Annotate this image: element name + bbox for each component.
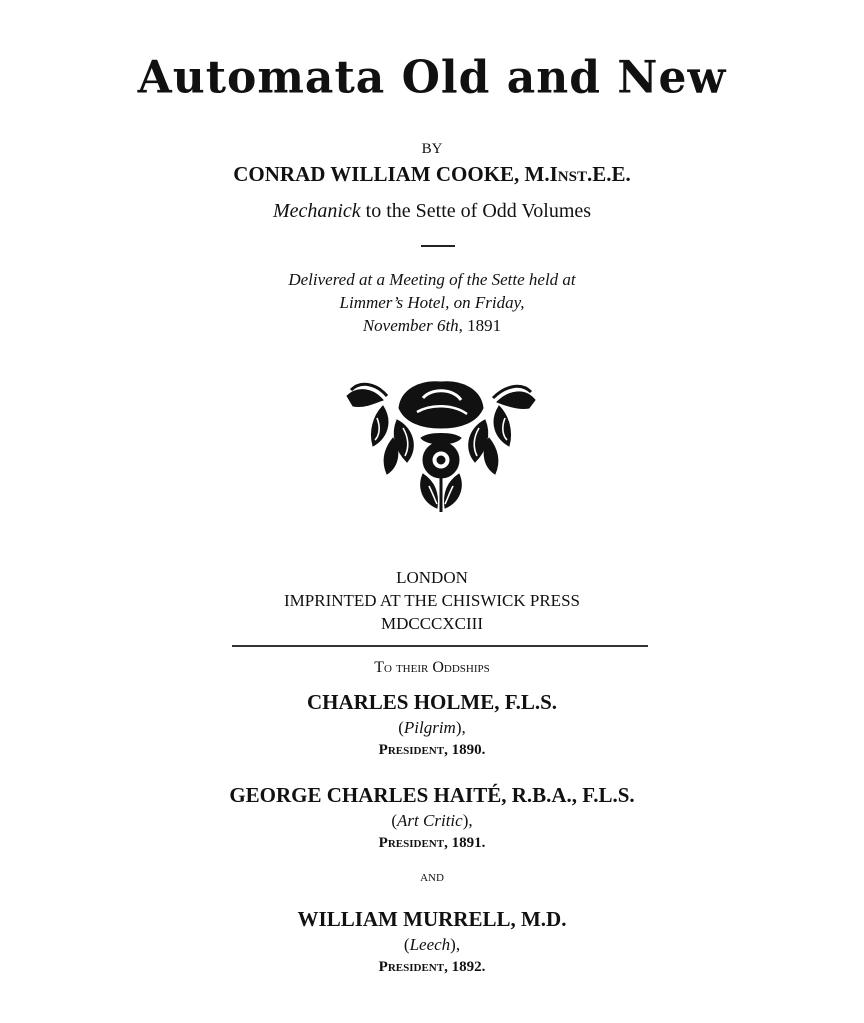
dedicatee-3-nickname-text: Leech xyxy=(409,935,451,954)
imprint-press: IMPRINTED AT THE CHISWICK PRESS xyxy=(284,591,580,610)
author-name xyxy=(0,162,864,187)
imprint-year: MDCCCXCIII xyxy=(380,614,483,633)
short-divider xyxy=(421,245,455,247)
dedicatee-2-nickname: (Art Critic), xyxy=(391,811,473,830)
dedication-and: and xyxy=(420,869,444,885)
dedicatee-3-office xyxy=(0,959,864,976)
dedicatee-2-name: GEORGE CHARLES HAITÉ, R.B.A., F.L.S. xyxy=(229,783,635,807)
dedicatee-1-office xyxy=(0,742,864,759)
dedicatee-2-office xyxy=(0,835,864,852)
delivery-line-1: Delivered at a Meeting of the Sette held at xyxy=(288,270,576,289)
dedicatee-2-office-title: President xyxy=(378,835,445,851)
dedicatee-3-office-title: President xyxy=(378,959,445,975)
role-rest: to the Sette of Odd Volumes xyxy=(360,200,592,222)
role-italic: Mechanick xyxy=(272,200,361,222)
dedicatee-1-name: CHARLES HOLME, F.L.S. xyxy=(306,690,558,714)
floral-ornament-icon xyxy=(343,378,539,514)
dedicatee-3-office-year: , 1892. xyxy=(444,959,486,975)
dedicatee-3-name: WILLIAM MURRELL, M.D. xyxy=(297,907,567,931)
author-name-main: CONRAD WILLIAM COOKE, M.I xyxy=(233,162,558,186)
horizontal-rule xyxy=(232,645,648,647)
author-name-small: NST xyxy=(557,169,587,185)
imprint-block xyxy=(0,566,864,635)
delivery-year: , 1891 xyxy=(458,316,502,335)
delivery-date: November 6th xyxy=(362,316,459,335)
dedication-heading: To their Oddships xyxy=(374,659,490,676)
book-title: Automata Old and New xyxy=(137,51,727,104)
delivery-line-2: Limmer’s Hotel, on Friday, xyxy=(339,293,525,312)
dedicatee-2-office-year: , 1891. xyxy=(444,835,486,851)
imprint-city: LONDON xyxy=(396,568,468,587)
dedicatee-1-office-year: , 1890. xyxy=(444,742,486,758)
dedicatee-1-nickname: (Pilgrim), xyxy=(398,718,466,737)
author-name-end: .E.E. xyxy=(586,162,631,186)
dedicatee-2-nickname-text: Art Critic xyxy=(397,811,463,830)
delivery-line-3 xyxy=(0,314,864,337)
dedicatee-3-nickname: (Leech), xyxy=(403,935,461,954)
dedicatee-1-nickname-text: Pilgrim xyxy=(403,718,456,737)
author-role xyxy=(0,200,864,223)
byline: BY xyxy=(421,141,443,157)
dedicatee-1-office-title: President xyxy=(378,742,445,758)
delivery-note xyxy=(0,268,864,337)
